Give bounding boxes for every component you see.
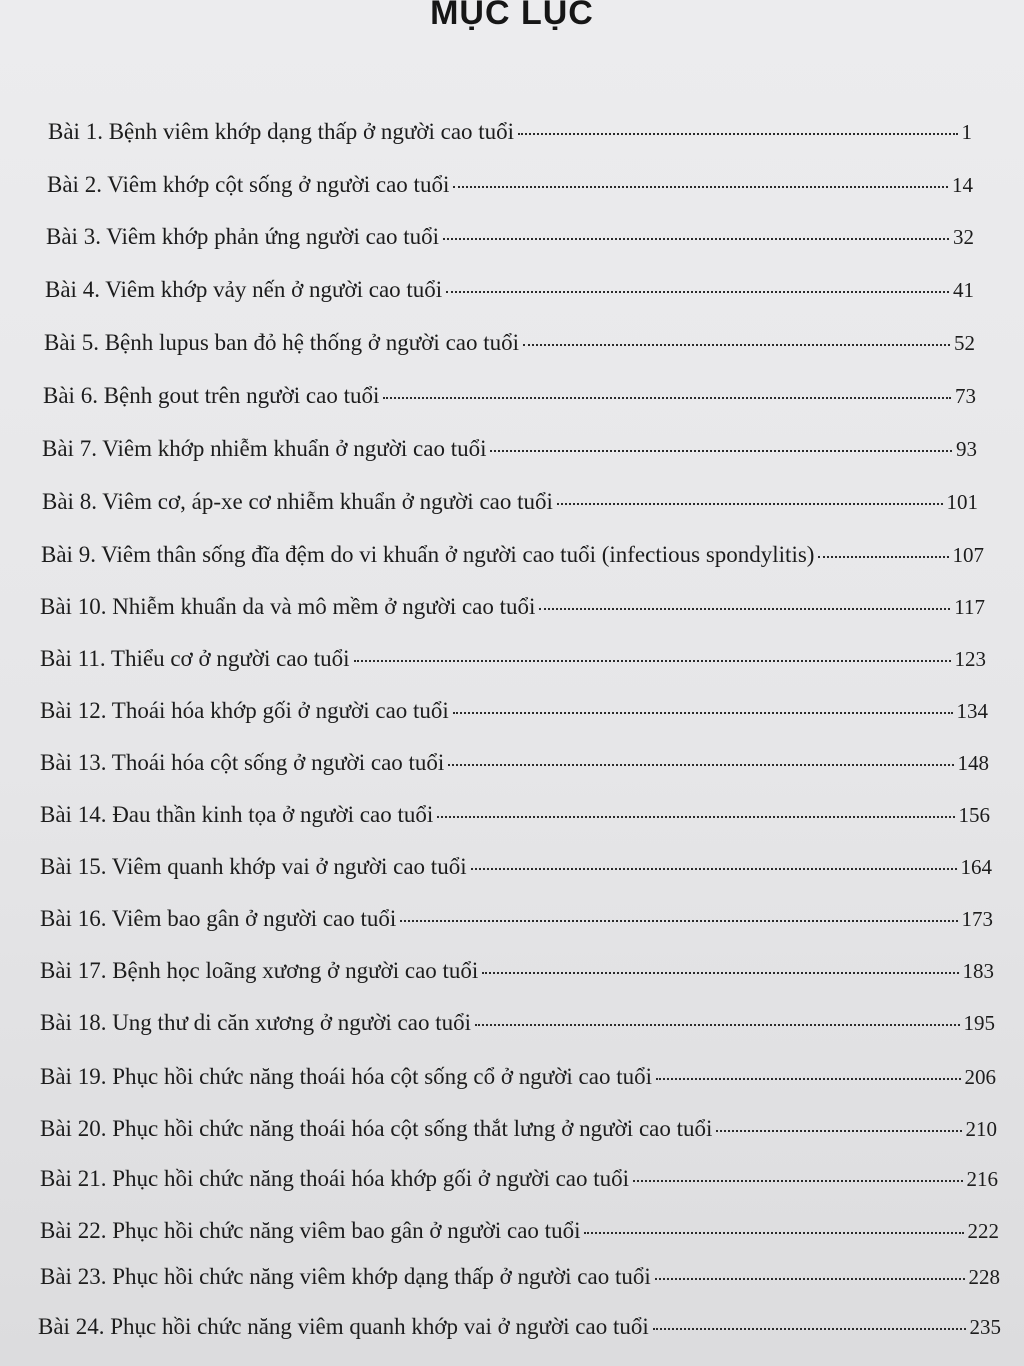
toc-entry-page: 195: [963, 1011, 995, 1035]
toc-entry-title: Bài 24. Phục hồi chức năng viêm quanh khớp vai ở người cao tuổi: [38, 1314, 649, 1339]
toc-entry-title: Bài 22. Phục hồi chức năng viêm bao gân ở người cao tuổi: [40, 1218, 581, 1243]
toc-entry-title: Bài 15. Viêm quanh khớp vai ở người cao tuổi: [40, 854, 467, 879]
toc-entry: [40, 800, 990, 830]
toc-entry-page: 32: [953, 225, 974, 249]
dot-leader: [383, 397, 951, 399]
dot-leader: [446, 291, 949, 293]
dot-leader: [443, 238, 949, 240]
dot-leader: [584, 1232, 963, 1234]
toc-entry: [40, 1164, 998, 1194]
dot-leader: [518, 133, 957, 135]
toc-entry: [43, 381, 976, 411]
toc-entry-title: Bài 1. Bệnh viêm khớp dạng thấp ở người cao tuổi: [48, 119, 515, 144]
toc-entry: [40, 1062, 996, 1092]
toc-entry-page: 222: [967, 1219, 999, 1243]
toc-entry-title: Bài 12. Thoái hóa khớp gối ở người cao tuổi: [40, 698, 449, 723]
toc-entry: [40, 1114, 997, 1144]
dot-leader: [557, 503, 943, 505]
toc-entry: [42, 487, 978, 517]
toc-entry: [40, 696, 988, 726]
toc-entry-title: Bài 11. Thiểu cơ ở người cao tuổi: [40, 646, 350, 671]
toc-entry-title: Bài 7. Viêm khớp nhiễm khuẩn ở người cao tuổi: [42, 436, 487, 461]
toc-entry: [40, 904, 993, 934]
toc-entry-page: 52: [954, 331, 975, 355]
dot-leader: [523, 344, 950, 346]
toc-entry: [40, 1216, 999, 1246]
toc-entry-title: Bài 23. Phục hồi chức năng viêm khớp dạng thấp ở người cao tuổi: [40, 1264, 651, 1289]
toc-entry: [46, 222, 974, 252]
toc-entry: [40, 1008, 995, 1038]
toc-entry-title: Bài 8. Viêm cơ, áp-xe cơ nhiễm khuẩn ở người cao tuổi: [42, 489, 553, 514]
toc-entry-title: Bài 16. Viêm bao gân ở người cao tuổi: [40, 906, 397, 931]
toc-entry-page: 206: [964, 1065, 996, 1089]
dot-leader: [482, 972, 958, 974]
toc-entry-page: 156: [958, 803, 990, 827]
toc-entry: [47, 170, 973, 200]
toc-entry-title: Bài 17. Bệnh học loãng xương ở người cao tuổi: [40, 958, 479, 983]
dot-leader: [539, 608, 950, 610]
dot-leader: [490, 450, 952, 452]
dot-leader: [818, 556, 948, 558]
toc-heading: MỤC LỤC: [430, 0, 594, 32]
dot-leader: [716, 1130, 961, 1132]
toc-entry-page: 235: [969, 1315, 1001, 1339]
toc-entry: [38, 1312, 1001, 1342]
toc-entry-page: 1: [961, 120, 972, 144]
toc-entry-page: 101: [946, 490, 978, 514]
dot-leader: [437, 816, 954, 818]
toc-entry-title: Bài 3. Viêm khớp phản ứng người cao tuổi: [46, 224, 440, 249]
toc-entry-page: 183: [962, 959, 994, 983]
toc-entry-title: Bài 21. Phục hồi chức năng thoái hóa khớp gối ở người cao tuổi: [40, 1166, 630, 1191]
toc-entry-page: 173: [961, 907, 993, 931]
toc-entry: [41, 540, 984, 570]
dot-leader: [655, 1278, 965, 1280]
dot-leader: [656, 1078, 960, 1080]
toc-entry-title: Bài 10. Nhiễm khuẩn da và mô mềm ở người cao tuổi: [40, 594, 536, 619]
toc-entry: [44, 328, 975, 358]
toc-entry-page: 73: [955, 384, 976, 408]
toc-entry-title: Bài 6. Bệnh gout trên người cao tuổi: [43, 383, 380, 408]
toc-entry: [42, 434, 977, 464]
toc-entry-title: Bài 5. Bệnh lupus ban đỏ hệ thống ở người cao tuổi: [44, 330, 520, 355]
dot-leader: [475, 1024, 960, 1026]
dot-leader: [471, 868, 957, 870]
toc-entry-page: 93: [956, 437, 977, 461]
toc-entry-title: Bài 20. Phục hồi chức năng thoái hóa cột sống thắt lưng ở người cao tuổi: [40, 1116, 713, 1141]
toc-entry-page: 117: [954, 595, 985, 619]
dot-leader: [453, 186, 948, 188]
toc-entry-page: 41: [953, 278, 974, 302]
dot-leader: [633, 1180, 962, 1182]
toc-entry-page: 210: [965, 1117, 997, 1141]
dot-leader: [653, 1328, 966, 1330]
toc-entry: [40, 956, 994, 986]
toc-entry-page: 123: [954, 647, 986, 671]
toc-entry-page: 107: [952, 543, 984, 567]
dot-leader: [400, 920, 957, 922]
toc-entry: [45, 275, 974, 305]
toc-entry-title: Bài 9. Viêm thân sống đĩa đệm do vi khuẩn ở người cao tuổi (infectious spondylitis): [41, 542, 815, 567]
toc-entry-title: Bài 2. Viêm khớp cột sống ở người cao tuổi: [47, 172, 450, 197]
toc-entry: [40, 592, 985, 622]
toc-entry: [48, 117, 972, 147]
dot-leader: [354, 660, 951, 662]
toc-entry-page: 164: [960, 855, 992, 879]
toc-entry-title: Bài 19. Phục hồi chức năng thoái hóa cột sống cổ ở người cao tuổi: [40, 1064, 653, 1089]
toc-entry-page: 148: [957, 751, 989, 775]
dot-leader: [448, 764, 953, 766]
toc-entry-page: 14: [952, 173, 973, 197]
toc-entry: [40, 1262, 1000, 1292]
toc-entry-title: Bài 4. Viêm khớp vảy nến ở người cao tuổi: [45, 277, 443, 302]
toc-entry: [40, 748, 989, 778]
dot-leader: [453, 712, 953, 714]
toc-entry: [40, 852, 992, 882]
toc-entry: [40, 644, 986, 674]
toc-entry-title: Bài 13. Thoái hóa cột sống ở người cao tuổi: [40, 750, 445, 775]
toc-entry-title: Bài 18. Ung thư di căn xương ở người cao tuổi: [40, 1010, 471, 1035]
toc-entry-page: 228: [968, 1265, 1000, 1289]
toc-entry-title: Bài 14. Đau thần kinh tọa ở người cao tuổi: [40, 802, 434, 827]
toc-entry-page: 134: [956, 699, 988, 723]
toc-entry-page: 216: [966, 1167, 998, 1191]
